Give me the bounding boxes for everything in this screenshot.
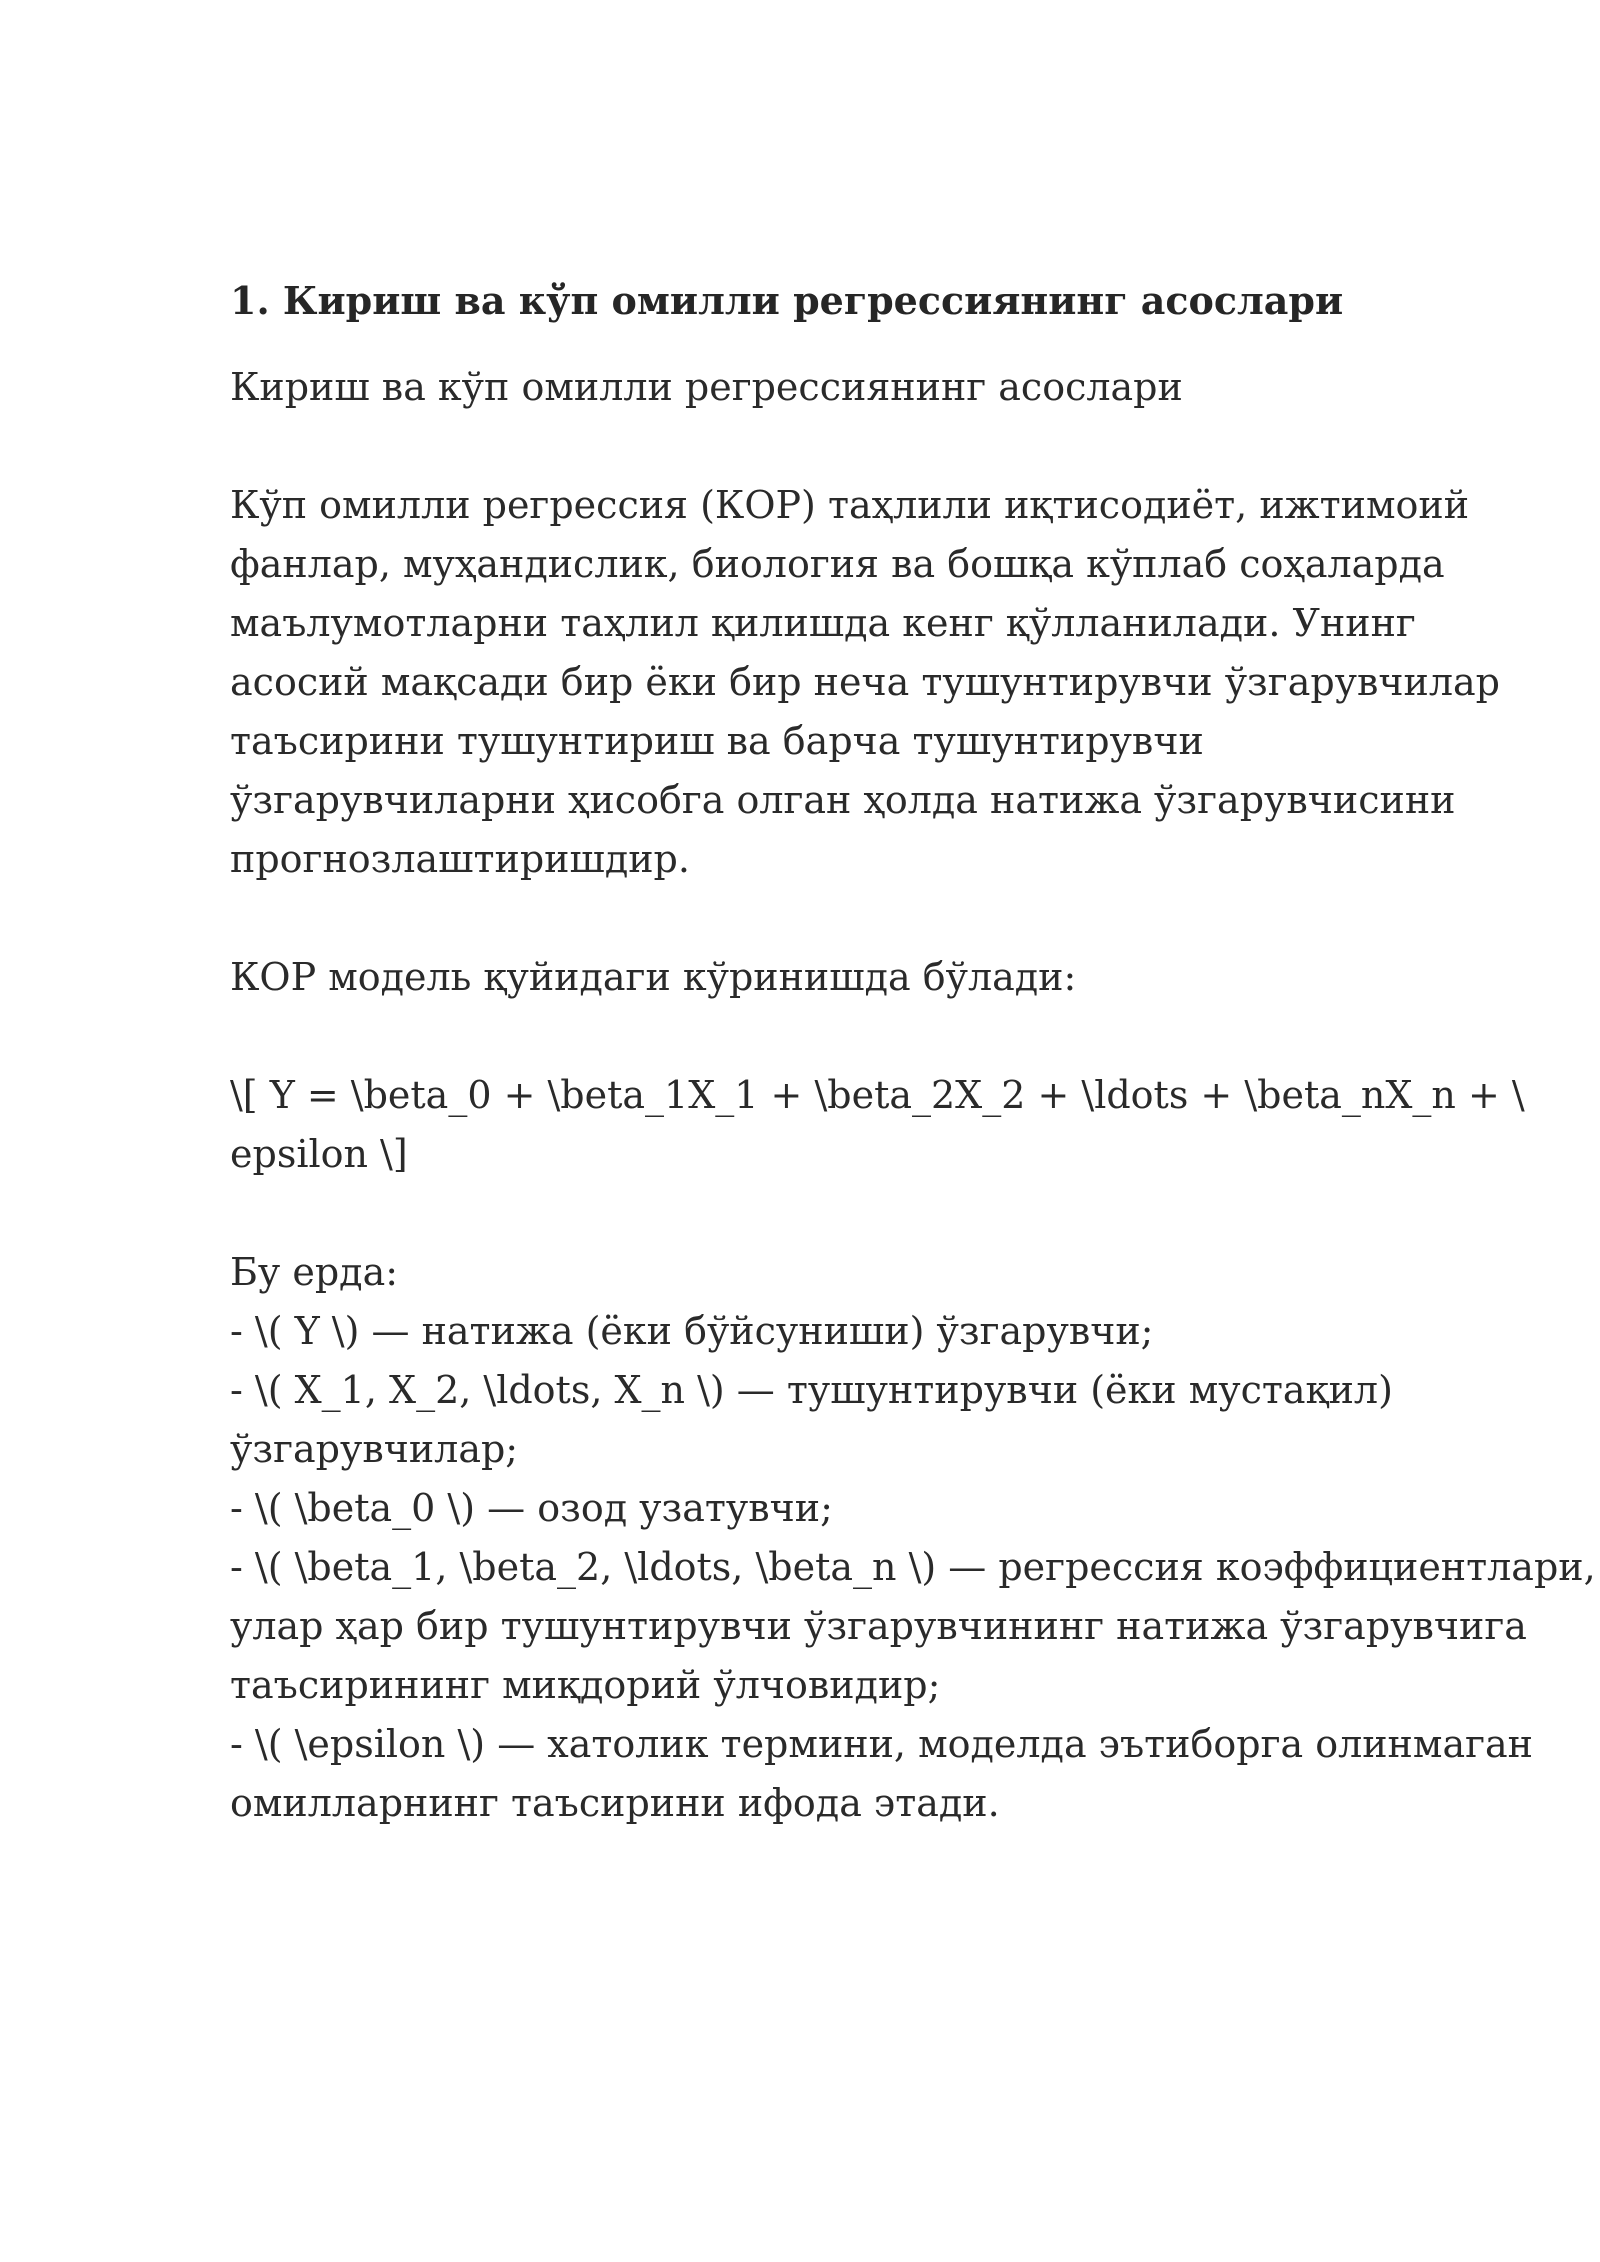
text-line: КОР модель қуйидаги кўринишда бўлади: — [230, 955, 1077, 999]
definition-item: - \( \epsilon \) — хатолик термини, моделда эътиборга олинмаган — [230, 1722, 1533, 1766]
text-line: асосий мақсади бир ёки бир неча тушунтирувчи ўзгарувчилар — [230, 660, 1500, 704]
section-heading: 1. Кириш ва кўп омилли регрессиянинг асослари — [230, 278, 1344, 323]
text-line: Кўп омилли регрессия (КОР) таҳлили иқтисодиёт, ижтимоий — [230, 483, 1470, 527]
definitions-list — [230, 1243, 1596, 1833]
definition-item-continuation: ўзгарувчилар; — [230, 1427, 519, 1471]
text-line: таъсирини тушунтириш ва барча тушунтирувчи — [230, 719, 1204, 763]
text-line: ўзгарувчиларни ҳисобга олган ҳолда натижа ўзгарувчисини — [230, 778, 1456, 822]
formula-line: epsilon \] — [230, 1132, 408, 1176]
text-line: маълумотларни таҳлил қилишда кенг қўлланилади. Унинг — [230, 601, 1416, 645]
formula-paragraph — [230, 1066, 1525, 1184]
intro-paragraph — [230, 476, 1500, 889]
text-line: фанлар, муҳандислик, биология ва бошқа кўплаб соҳаларда — [230, 542, 1445, 586]
definition-item: - \( \beta_1, \beta_2, \ldots, \beta_n \) — регрессия коэффициентлари, — [230, 1545, 1596, 1589]
definition-item-continuation: улар ҳар бир тушунтирувчи ўзгарувчининг натижа ўзгарувчига — [230, 1604, 1527, 1648]
model-intro-paragraph — [230, 948, 1490, 1007]
definition-item: - \( Y \) — натижа (ёки бўйсуниши) ўзгарувчи; — [230, 1309, 1154, 1353]
section-subtitle: Кириш ва кўп омилли регрессиянинг асослари — [230, 365, 1183, 409]
text-line: прогнозлаштиришдир. — [230, 837, 690, 881]
definition-item-continuation: таъсирининг миқдорий ўлчовидир; — [230, 1663, 941, 1707]
definitions-label: Бу ерда: — [230, 1250, 399, 1294]
definition-item: - \( X_1, X_2, \ldots, X_n \) — тушунтирувчи (ёки мустақил) — [230, 1368, 1393, 1412]
definition-item: - \( \beta_0 \) — озод узатувчи; — [230, 1486, 833, 1530]
definition-item-continuation: омилларнинг таъсирини ифода этади. — [230, 1781, 1000, 1825]
formula-line: \[ Y = \beta_0 + \beta_1X_1 + \beta_2X_2 + \ldots + \beta_nX_n + \ — [230, 1073, 1525, 1117]
document-page — [230, 270, 1596, 1833]
